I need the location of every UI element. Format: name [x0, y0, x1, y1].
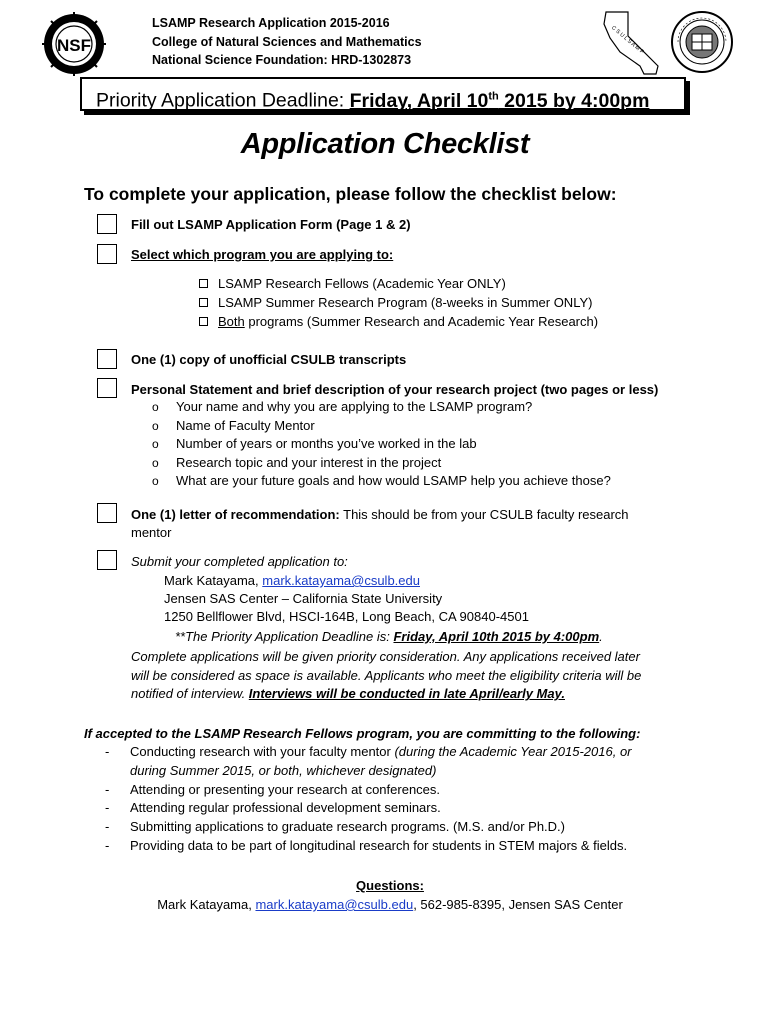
program-both-rest: programs (Summer Research and Academic Year Research)	[244, 314, 599, 329]
note-interviews: Interviews will be conducted in late April/early May.	[248, 686, 565, 702]
program-summer-label: LSAMP Summer Research Program (8-weeks in Summer ONLY)	[218, 295, 593, 310]
list-item: o Research topic and your interest in the project	[152, 454, 442, 470]
program-both-word: Both	[218, 314, 245, 329]
program-option-summer	[199, 294, 592, 312]
note-line-2: will be considered as space is available. Applicants who meet the eligibility criteria will be	[131, 667, 642, 683]
list-item: - Attending or presenting your research at conferences.	[105, 781, 441, 797]
letter-bold: One (1) letter of recommendation:	[131, 507, 340, 522]
nsf-logo	[42, 12, 106, 76]
checkbox-transcripts[interactable]	[97, 349, 117, 369]
statement-points	[152, 398, 611, 491]
checkbox-submit-application[interactable]	[97, 550, 117, 570]
program-summer-checkbox[interactable]	[199, 298, 208, 307]
deadline-prefix: Priority Application Deadline:	[96, 89, 350, 112]
deadline-date-tail: 2015 by 4:00pm	[498, 89, 650, 112]
page-title: Application Checklist	[240, 128, 530, 160]
submit-name: Mark Katayama,	[164, 573, 263, 588]
nsf-logo-text: NSF	[57, 36, 91, 55]
item-application-form: Fill out LSAMP Application Form (Page 1 & 2)	[131, 217, 411, 232]
submit-address-2: 1250 Bellflower Blvd, HSCI-164B, Long Beach, CA 90840-4501	[164, 609, 529, 625]
deadline-banner	[80, 77, 686, 111]
questions-heading: Questions:	[356, 878, 424, 893]
program-both-checkbox[interactable]	[199, 317, 208, 326]
item-transcripts: One (1) copy of unofficial CSULB transcripts	[131, 352, 407, 367]
csu-logo-text: C S U L S A M P	[610, 25, 645, 56]
checkbox-personal-statement[interactable]	[97, 378, 117, 398]
csu-lsamp-logo	[596, 8, 674, 78]
list-item: - Submitting applications to graduate research programs. (M.S. and/or Ph.D.)	[105, 819, 565, 835]
submit-deadline: **The Priority Application Deadline is: Friday, April 10th 2015 by 4:00pm.	[175, 629, 603, 644]
list-item: o Name of Faculty Mentor	[152, 417, 315, 433]
header-line-1: LSAMP Research Application 2015-2016	[152, 16, 390, 30]
questions-email-link[interactable]: mark.katayama@csulb.edu	[255, 897, 414, 912]
deadline-date: Friday, April 10	[349, 89, 489, 112]
submit-email-link[interactable]: mark.katayama@csulb.edu	[262, 573, 420, 588]
program-fellows-label: LSAMP Research Fellows (Academic Year ONLY)	[218, 276, 506, 291]
submit-contact	[164, 572, 529, 627]
commitment-heading: If accepted to the LSAMP Research Fellows program, you are committing to the following:	[84, 726, 641, 741]
submit-heading: Submit your completed application to:	[131, 554, 348, 569]
submit-note	[131, 648, 641, 704]
intro-text: To complete your application, please follow the checklist below:	[84, 184, 617, 204]
header-line-3: National Science Foundation: HRD-1302873	[152, 53, 412, 67]
questions-contact: Mark Katayama, mark.katayama@csulb.edu, 562-985-8395, Jensen SAS Center	[157, 897, 623, 912]
program-option-fellows	[199, 275, 506, 293]
header-line-2: College of Natural Sciences and Mathematics	[152, 35, 422, 49]
university-seal	[670, 10, 734, 74]
item-select-program: Select which program you are applying to:	[131, 247, 394, 262]
commitment-list	[105, 743, 632, 856]
checkbox-recommendation-letter[interactable]	[97, 503, 117, 523]
checkbox-select-program[interactable]	[97, 244, 117, 264]
program-fellows-checkbox[interactable]	[199, 279, 208, 288]
list-item: - Providing data to be part of longitudinal research for students in STEM majors & fields.	[105, 837, 628, 853]
list-item: - Attending regular professional development seminars.	[105, 800, 441, 816]
list-item: - Conducting research with your faculty mentor (during the Academic Year 2015-2016, or	[105, 744, 632, 759]
note-line-1: Complete applications will be given priority consideration. Any applications received later	[131, 649, 640, 664]
deadline-date-sup: th	[488, 90, 499, 102]
item-recommendation-letter	[131, 506, 629, 542]
letter-line2: mentor	[131, 525, 172, 540]
list-item-continued: during Summer 2015, or both, whichever designated)	[130, 762, 437, 778]
list-item: o Your name and why you are applying to the LSAMP program?	[152, 399, 533, 414]
list-item: o What are your future goals and how would LSAMP help you achieve those?	[152, 473, 611, 489]
list-item: o Number of years or months you’ve worked in the lab	[152, 436, 477, 452]
item-personal-statement: Personal Statement and brief description of your research project (two pages or less)	[131, 382, 659, 397]
submit-deadline-prefix: **The Priority Application Deadline is:	[175, 629, 394, 644]
program-option-both	[199, 313, 598, 331]
submit-deadline-date: Friday, April 10th 2015 by 4:00pm	[393, 629, 600, 644]
note-line-3-prefix: notified of interview.	[131, 686, 249, 702]
checkbox-application-form[interactable]	[97, 214, 117, 234]
letter-rest: This should be from your CSULB faculty research	[339, 507, 629, 522]
submit-address-1: Jensen SAS Center – California State University	[164, 591, 443, 607]
